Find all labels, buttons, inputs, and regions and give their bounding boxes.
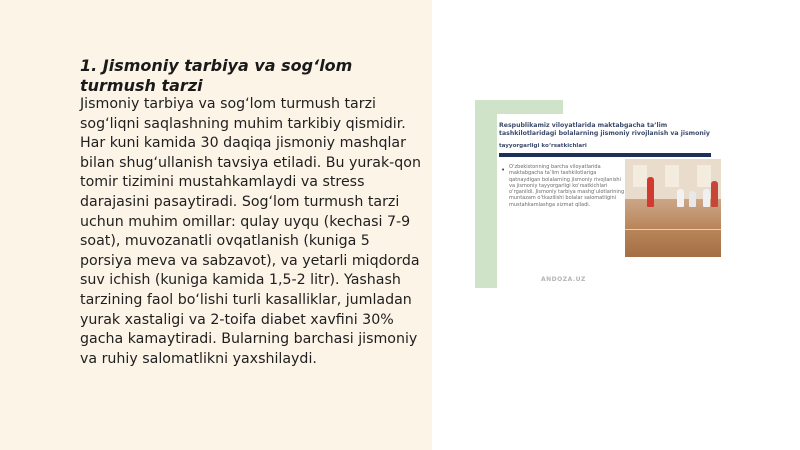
slide-footer-watermark: ANDOZA.UZ (541, 276, 586, 283)
slide-thumbnail (475, 100, 725, 288)
body-paragraph: Jismoniy tarbiya va sog‘lom turmush tarzi sog‘liqni saqlashning muhim tarkibiy qismidir. Har kuni kamida 30 daqiqa jismoniy mashqlar bilan shug‘ullanish tavsiya etiladi. Bu yurak-qon tomir tizimini mustahkamlaydi va stress darajasini pasaytiradi. Sog‘lom turmush tarzi uchun muhim omillar: qulay uyqu (kechasi 7-9 soat), muvozanatli ovqatlanish (kuniga 5 porsiya meva va sabzavot), va yetarli miqdorda suv ichish (kuniga kamida 1,5-2 litr). Yashash tarzining faol bo‘lishi turli kasalliklar, jumladan yurak xastaligi va 2-toifa diabet xavfini 30% gacha kamaytiradi. Bularning barchasi jismoniy va ruhiy salomatlikni yaxshilaydi. (80, 96, 421, 367)
photo-figure (677, 189, 684, 207)
photo-window (665, 165, 679, 187)
slide-subtitle: tayyorgarligi ko‘rsatkichlari (499, 143, 587, 149)
photo-window (697, 165, 711, 187)
slide-body-text: O‘zbekistonning barcha viloyatlarida maktabgacha ta’lim tashkilotlariga qatnaydigan bolalarning jismoniy rivojlanishi va jismoniy tayyorgarligi ko‘rsatkichlari o‘rganildi. Jismoniy tarbiya mashg‘ulotlarining muntazam o‘tkazilishi bolalar salomatligini mustahkamlashga xizmat qiladi. (509, 164, 625, 208)
photo-figure (647, 177, 654, 207)
photo-figure (703, 189, 710, 207)
page-title: 1. Jismoniy tarbiya va sog‘lom turmush tarzi (80, 56, 353, 95)
photo-figure (711, 181, 718, 207)
bullet-icon: • (501, 166, 506, 174)
photo-figure (689, 191, 696, 207)
photo-window (633, 165, 647, 187)
gym-photo (625, 159, 721, 257)
slide-title: Respublikamiz viloyatlarida maktabgacha ta’lim tashkilotlaridagi bolalarning jismoniy rivojlanish va jismoniy (499, 122, 710, 137)
photo-floor-line (625, 229, 721, 230)
slide-divider-bar (499, 153, 711, 157)
